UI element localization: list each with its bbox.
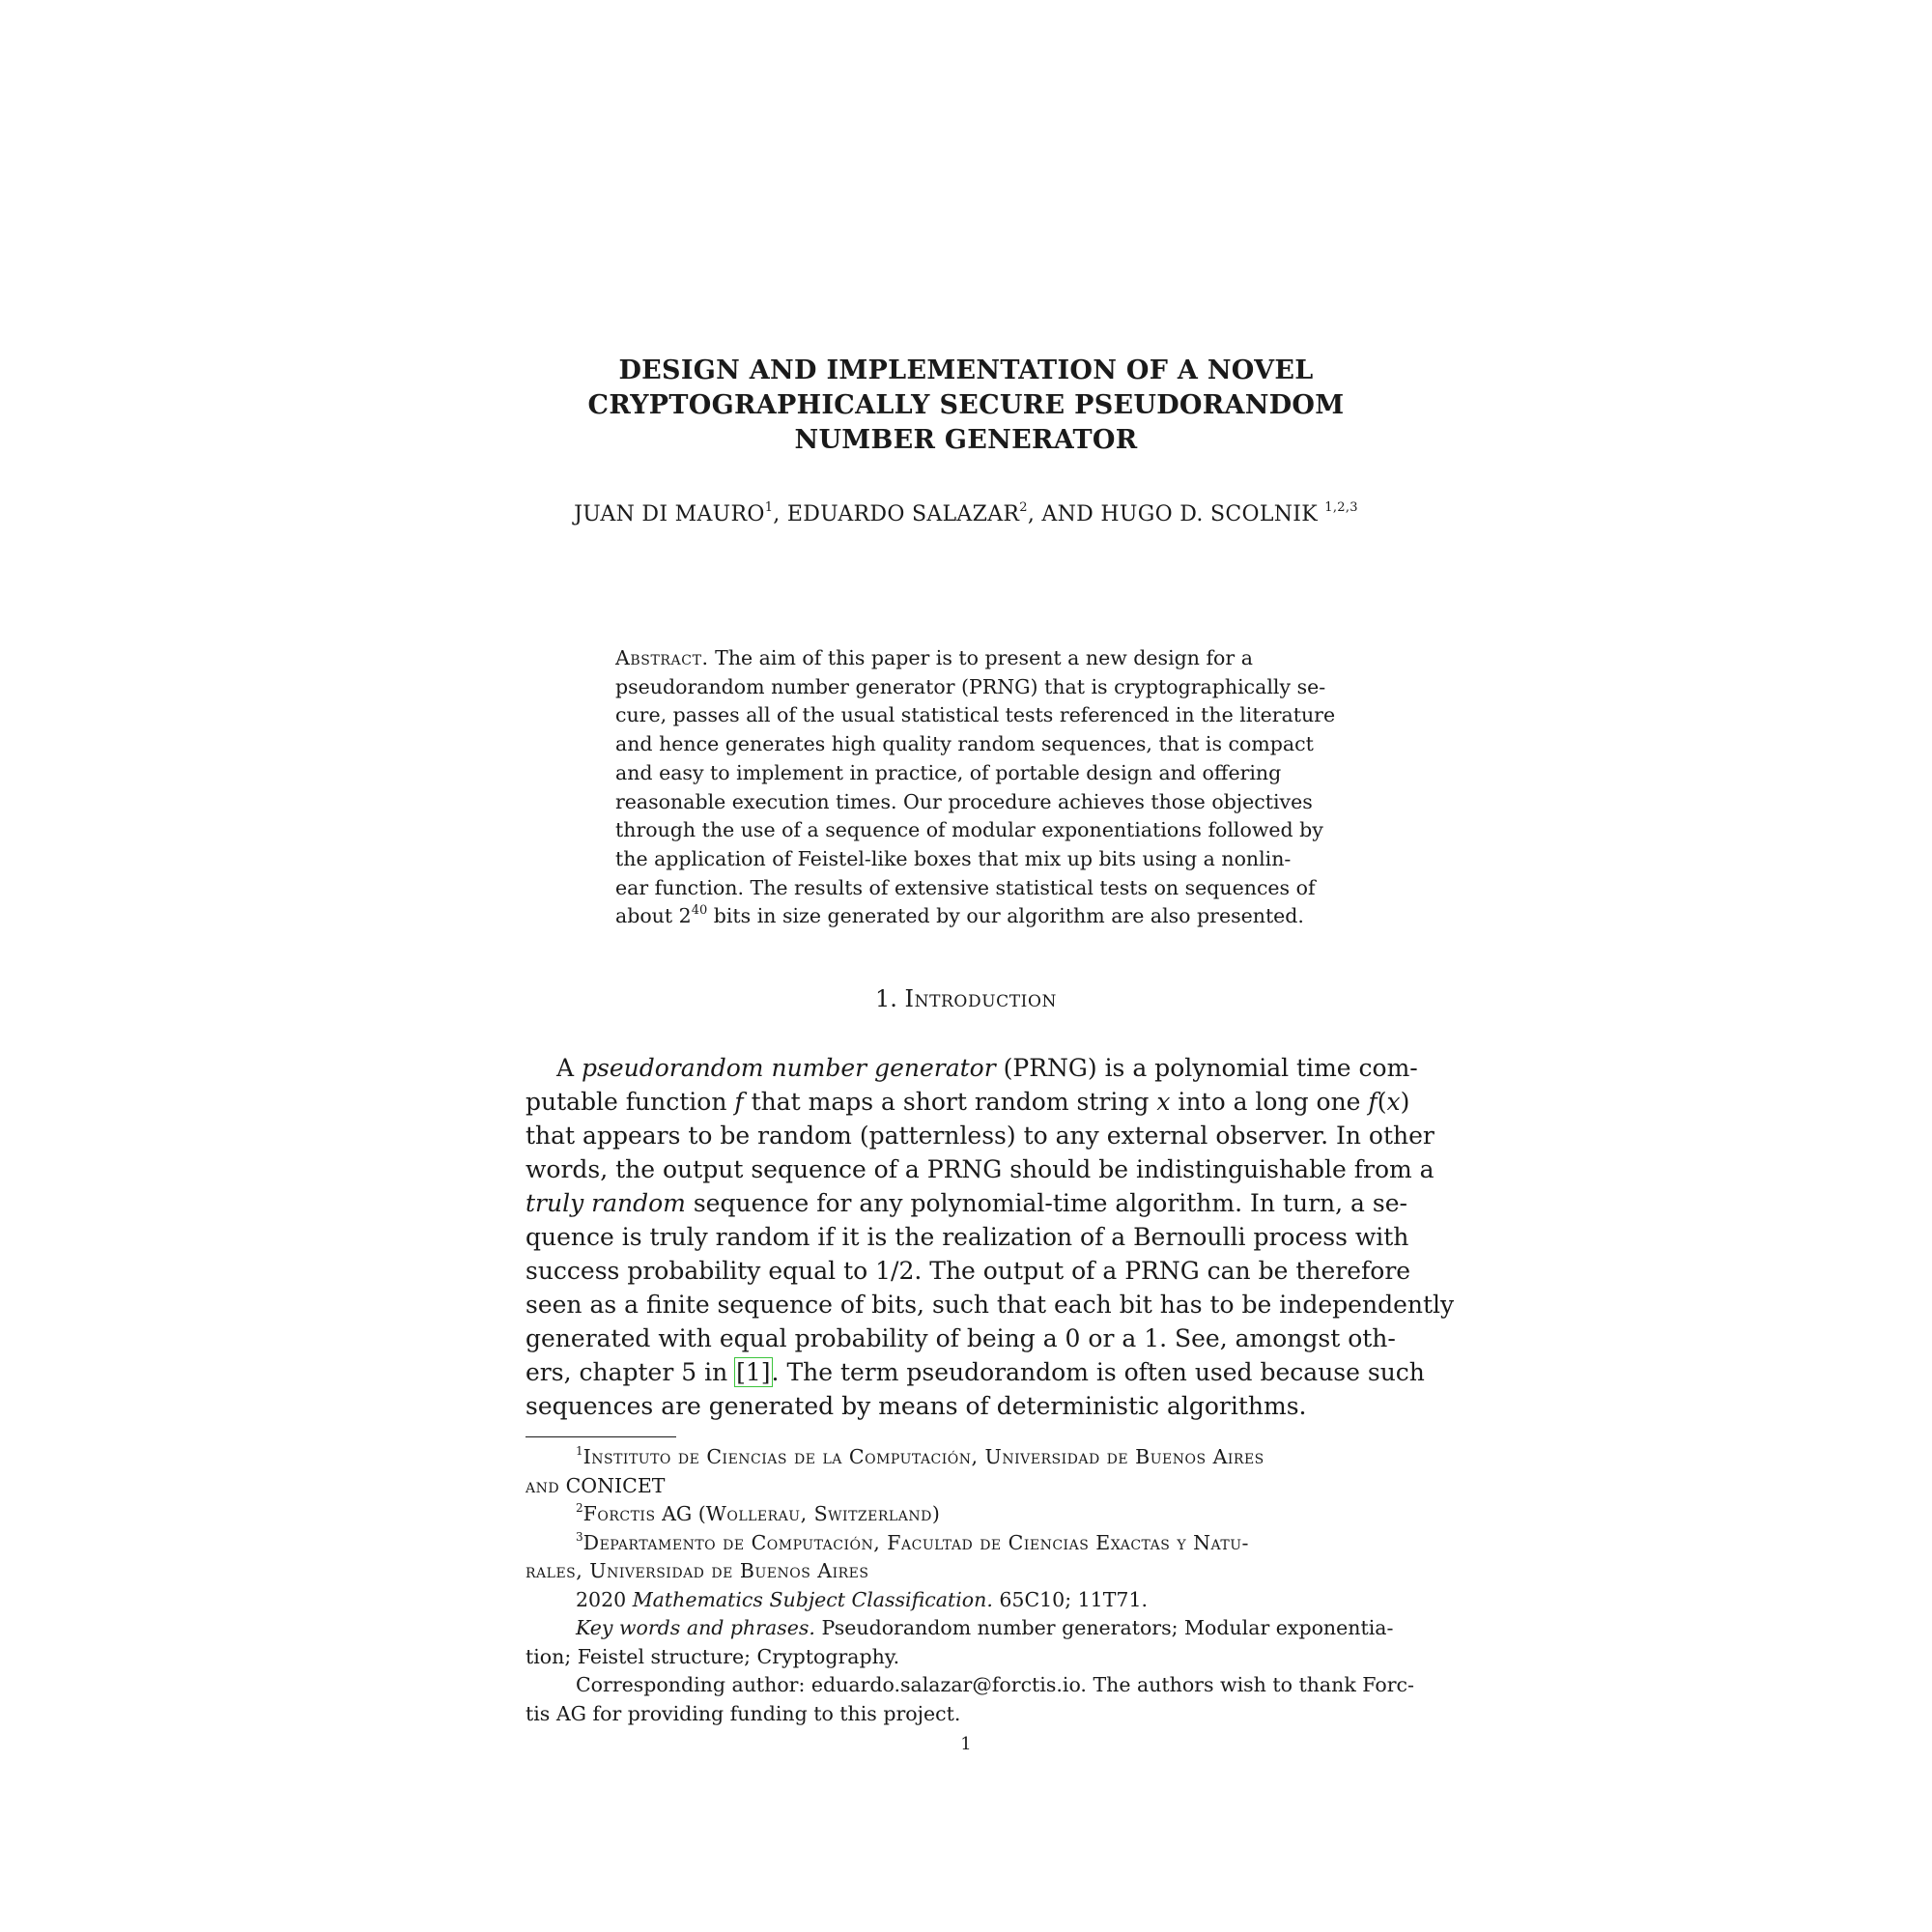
footnote-marker: 3	[576, 1529, 583, 1544]
footnote-line: tion; Feistel structure; Cryptography.	[526, 1644, 900, 1668]
abstract-line: through the use of a sequence of modular exponentiations followed by	[615, 818, 1323, 842]
text-run: putable function	[526, 1088, 735, 1116]
abstract-line: The aim of this paper is to present a new design for a	[708, 646, 1253, 669]
introduction-paragraph	[526, 1051, 1455, 1423]
paper-title	[0, 354, 1932, 458]
footnote-marker: 2	[576, 1501, 583, 1515]
paragraph-line: words, the output sequence of a PRNG should be indistinguishable from a	[526, 1155, 1435, 1183]
exponent: 40	[691, 903, 708, 919]
citation-link[interactable]: [1]	[736, 1358, 771, 1386]
abstract-label: Abstract.	[615, 646, 709, 669]
text-run: (	[1377, 1088, 1387, 1116]
section-title: Introduction	[904, 985, 1057, 1012]
text-run: sequence for any polynomial-time algorithm. In turn, a se-	[685, 1189, 1407, 1217]
math-symbol: x	[1386, 1088, 1401, 1116]
text-run: into a long one	[1170, 1088, 1369, 1116]
abstract-text: about 2	[615, 904, 692, 928]
msc-codes: 65C10; 11T71.	[992, 1587, 1148, 1611]
msc-label: Mathematics Subject Classification.	[632, 1587, 993, 1611]
footnote-line	[526, 1443, 1420, 1472]
author-list	[0, 500, 1932, 529]
paragraph-line	[526, 1186, 1420, 1220]
emphasis: truly random	[526, 1189, 686, 1217]
text-run: A	[556, 1054, 582, 1082]
affiliation-text: and	[526, 1473, 560, 1497]
footnote-line: tis AG for providing funding to this project.	[526, 1701, 961, 1725]
footnote-line: rales, Universidad de Buenos Aires	[526, 1559, 869, 1582]
affiliation-text: Wollerau, Switzerland	[705, 1502, 932, 1525]
abstract-line: pseudorandom number generator (PRNG) that is cryptographically se-	[615, 674, 1326, 698]
author-name: JUAN DI MAURO	[574, 502, 765, 526]
title-line: DESIGN AND IMPLEMENTATION OF A NOVEL	[618, 355, 1314, 385]
abstract	[615, 644, 1336, 931]
text-run: that maps a short random string	[743, 1088, 1157, 1116]
abstract-line: ear function. The results of extensive statistical tests on sequences of	[615, 875, 1316, 899]
footnote-marker: 1	[576, 1444, 583, 1458]
affiliation-text: Forctis	[582, 1502, 656, 1525]
abstract-line: and easy to implement in practice, of portable design and offering	[615, 760, 1282, 784]
abstract-line	[615, 902, 1330, 931]
section-heading-introduction	[0, 983, 1932, 1014]
affiliation-marker: 2	[1019, 500, 1028, 515]
abstract-line: cure, passes all of the usual statistical tests referenced in the literature	[615, 703, 1336, 727]
abstract-line: the application of Feistel-like boxes that mix up bits using a nonlin-	[615, 846, 1292, 870]
footnotes	[526, 1443, 1420, 1728]
math-symbol: f	[734, 1088, 744, 1116]
affiliation-text: CONICET	[559, 1473, 666, 1497]
abstract-line: reasonable execution times. Our procedure achieves those objectives	[615, 789, 1313, 813]
math-symbol: f	[1368, 1088, 1378, 1116]
footnote-line	[526, 1500, 1420, 1529]
paragraph-line: generated with equal probability of being a 0 or a 1. See, amongst oth-	[526, 1324, 1396, 1352]
paragraph-line: success probability equal to 1/2. The output of a PRNG can be therefore	[526, 1257, 1411, 1285]
affiliation-marker: 1	[764, 500, 774, 515]
text-run: . The term pseudorandom is often used because such	[771, 1358, 1425, 1386]
text-run: (PRNG) is a polynomial time com-	[995, 1054, 1418, 1082]
author-name: HUGO D. SCOLNIK	[1100, 502, 1325, 526]
footnote-line	[526, 1586, 1420, 1615]
abstract-line: and hence generates high quality random sequences, that is compact	[615, 732, 1314, 756]
title-line: CRYPTOGRAPHICALLY SECURE PSEUDORANDOM	[587, 390, 1345, 420]
affiliation-text: Departamento de Computación, Facultad de Ciencias Exactas y Natu-	[582, 1530, 1249, 1554]
paragraph-line: quence is truly random if it is the realization of a Bernoulli process with	[526, 1223, 1409, 1251]
paragraph-line	[526, 1355, 1425, 1389]
author-separator: , AND	[1027, 502, 1101, 526]
section-number: 1.	[875, 985, 905, 1012]
footnote-line	[526, 1614, 1420, 1643]
affiliation-text: AG (	[655, 1502, 706, 1525]
footnote-divider	[526, 1436, 676, 1437]
paragraph-line	[526, 1051, 1420, 1085]
paragraph-line: sequences are generated by means of deterministic algorithms.	[526, 1392, 1307, 1420]
keywords-label: Key words and phrases.	[576, 1616, 815, 1639]
text-run: ers, chapter 5 in	[526, 1358, 736, 1386]
affiliation-text: Instituto de Ciencias de la Computación, Universidad de Buenos Aires	[582, 1445, 1264, 1468]
keywords-text: Pseudorandom number generators; Modular exponentia-	[814, 1616, 1394, 1639]
affiliation-text: )	[931, 1502, 940, 1525]
emphasis: pseudorandom number generator	[582, 1054, 996, 1082]
math-symbol: x	[1156, 1088, 1171, 1116]
footnote-line	[526, 1472, 1420, 1501]
msc-text: 2020	[576, 1587, 633, 1611]
affiliation-marker: 1,2,3	[1324, 500, 1358, 515]
footnote-line: Corresponding author: eduardo.salazar@forctis.io. The authors wish to thank Forc-	[576, 1673, 1414, 1696]
footnote-line	[526, 1529, 1420, 1558]
author-separator: ,	[773, 502, 787, 526]
page-number: 1	[960, 1734, 972, 1754]
paragraph-line	[526, 1085, 1420, 1119]
title-line: NUMBER GENERATOR	[794, 425, 1138, 455]
abstract-text: bits in size generated by our algorithm are also presented.	[707, 904, 1304, 928]
author-name: EDUARDO SALAZAR	[786, 502, 1020, 526]
paragraph-line: that appears to be random (patternless) to any external observer. In other	[526, 1122, 1435, 1150]
paragraph-line: seen as a finite sequence of bits, such that each bit has to be independently	[526, 1291, 1455, 1319]
text-run: )	[1400, 1088, 1410, 1116]
